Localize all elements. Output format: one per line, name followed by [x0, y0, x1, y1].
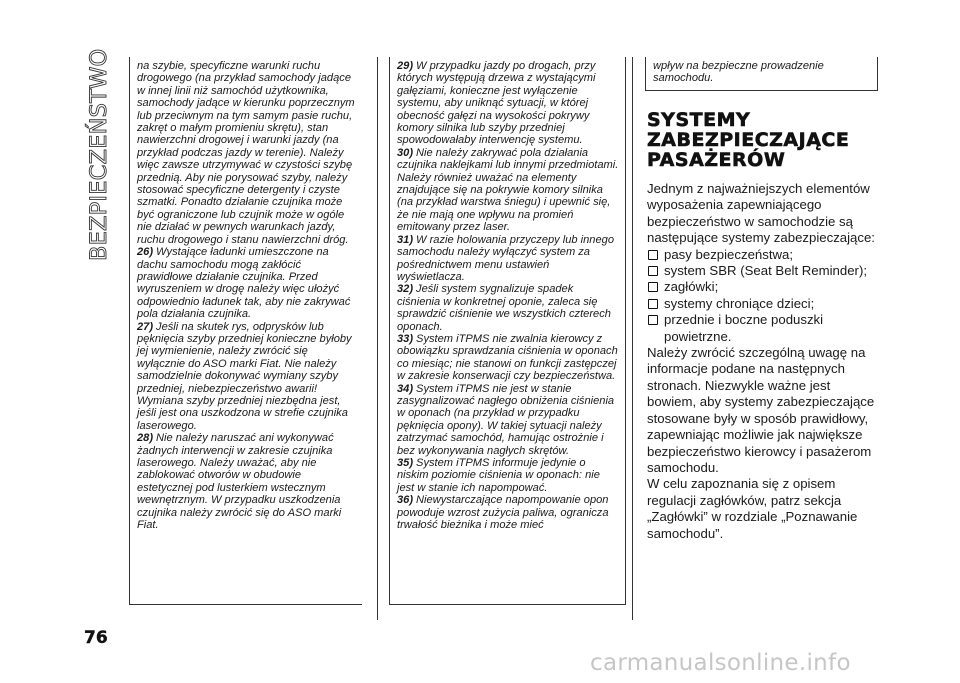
- notes-block-1: [137, 60, 356, 531]
- body-paragraph: W celu zapoznania się z opisem regulacji zagłówków, patrz sekcja „Zagłówki” w rozdziale „Poznawanie samochodu”.: [647, 476, 858, 541]
- side-section-title: [84, 48, 114, 263]
- body-intro: Jednym z najważniejszych elementów wyposażenia zapewniającego bezpieczeństwo w samochodzie są następujące systemy zabezpieczające:: [647, 181, 875, 246]
- checkbox-bullet-icon: [648, 315, 658, 325]
- body-paragraph: Należy zwrócić szczególną uwagę na informacje podane na następnych stronach. Niezwykle ważne jest bowiem, aby systemy zabezpieczające stosowane były w sposób prawidłowy, zapewniając możliwie jak największe bezpieczeństwo kierowcy i pasażerom samochodu.: [647, 345, 875, 475]
- note-30: 30) Nie należy zakrywać pola działania czujnika naklejkami lub innymi przedmiotami. Należy również uważać na elementy znajdujące się na pokrywie komory silnika (na przykład warstwa śniegu) i upewnić się, że nie mają one wpływu na promień emitowany przez laser.: [397, 146, 619, 234]
- checkbox-bullet-icon: [648, 250, 658, 260]
- note-36: 36) Niewystarczające napompowanie opon powoduje wzrost zużycia paliwa, ogranicza trwałość bieżnika i może mieć: [397, 494, 609, 532]
- note-intro: na szybie, specyficzne warunki ruchu drogowego (na przykład samochody jadące w innej linii niż samochód użytkownika, samochody jadące w kierunku poprzecznym lub przeciwnym na tym samym pasie ruchu, zakręt o małym promieniu skrętu), stan nawierzchni drogowej i warunki jazdy (na przykład podczas jazdy w terenie). Należy więc zawsze utrzymywać w czystości szybę przednią. Aby nie porysować szyby, należy stosować specyficzne detergenty i czyste szmatki. Ponadto działanie czujnika może być ograniczone lub czujnik może w ogóle nie działać w pewnych warunkach jazdy, ruchu drogowego i stanu nawierzchni dróg.: [137, 60, 355, 246]
- notes-block-2: [397, 60, 619, 531]
- note-26: 26) Wystające ładunki umieszczone na dachu samochodu mogą zakłócić prawidłowe działanie czujnika. Przed wyruszeniem w drogę należy więc ułożyć odpowiednio ładunek tak, aby nie zakrywać pola działania czujnika.: [137, 246, 351, 321]
- note-32: 32) Jeśli system sygnalizuje spadek ciśnienia w konkretnej oponie, zaleca się sprawdzić ciśnienie we wszystkich czterech oponach.: [397, 283, 611, 333]
- page-number: 76: [84, 628, 108, 648]
- column-divider: [632, 57, 633, 620]
- checkbox-bullet-icon: [648, 299, 658, 309]
- note-28: 28) Nie należy naruszać ani wykonywać żadnych interwencji w zakresie czujnika laserowego. Należy uważać, aby nie zablokować otworów w obudowie estetycznej pod lusterkiem wstecznym wewnętrznym. W przypadku uszkodzenia czujnika należy zwrócić się do ASO marki Fiat.: [137, 432, 342, 532]
- note-36-continuation: wpływ na bezpieczne prowadzenie samochodu.: [653, 60, 824, 85]
- note-34: 34) System iTPMS nie jest w stanie zasygnalizować nagłego obniżenia ciśnienia w oponach (na przykład w przypadku pęknięcia opony). W takiej sytuacji należy zatrzymać samochód, hamując ostrożnie i bez wykonywania nagłych skrętów.: [397, 382, 615, 457]
- note-29: 29) W przypadku jazdy po drogach, przy których występują drzewa z wystającymi gałęziami, konieczne jest wyłączenie systemu, aby uniknąć sytuacji, w której obecność gałęzi na wysokości pokrywy komory silnika lub szyby przedniej spowodowałaby interwencję systemu.: [397, 60, 596, 147]
- note-27: 27) Jeśli na skutek rys, odprysków lub pęknięcia szyby przedniej konieczne byłoby jej wymienienie, należy zwrócić się wyłącznie do ASO marki Fiat. Nie należy samodzielnie dokonywać wymiany szyby przedniej, niebezpieczeństwo awarii! Wymiana szyby przedniej niezbędna jest, jeśli jest ona uszkodzona w strefie czujnika laserowego.: [137, 320, 352, 432]
- bullet-item: pasy bezpieczeństwa;: [647, 247, 879, 263]
- bullet-item: system SBR (Seat Belt Reminder);: [647, 263, 879, 279]
- section-heading-line: PASAŻERÓW: [647, 149, 786, 171]
- notes-column-3: [645, 57, 878, 91]
- bullet-item: zagłówki;: [647, 279, 879, 295]
- note-35: 35) System iTPMS informuje jedynie o niskim poziomie ciśnienia w oponach: nie jest w stanie ich napompować.: [397, 457, 600, 494]
- note-33: 33) System iTPMS nie zwalnia kierowcy z obowiązku sprawdzania ciśnienia w oponach co miesiąc; nie stanowi on funkcji zastępczej w zakresie konserwacji czy bezpieczeństwa.: [397, 332, 618, 383]
- notes-column-2: [389, 57, 626, 605]
- bullet-item: przednie i boczne poduszki powietrzne.: [647, 312, 879, 345]
- side-section-title-text: BEZPIECZEŃSTWO: [86, 48, 112, 261]
- notes-column-1: [129, 57, 362, 605]
- checkbox-bullet-icon: [648, 282, 658, 292]
- column-divider: [377, 57, 378, 620]
- note-31: 31) W razie holowania przyczepy lub innego samochodu należy wyłączyć system za pośrednictwem menu ustawień wyświetlacza.: [397, 233, 614, 283]
- bullet-item: systemy chroniące dzieci;: [647, 296, 879, 312]
- checkbox-bullet-icon: [648, 266, 658, 276]
- watermark-text: carmanualsonline.info: [590, 650, 851, 676]
- section-body: [647, 181, 879, 542]
- section-heading: [647, 110, 877, 170]
- section-heading-line: ZABEZPIECZAJĄCE: [647, 129, 850, 151]
- section-heading-line: SYSTEMY: [647, 109, 751, 131]
